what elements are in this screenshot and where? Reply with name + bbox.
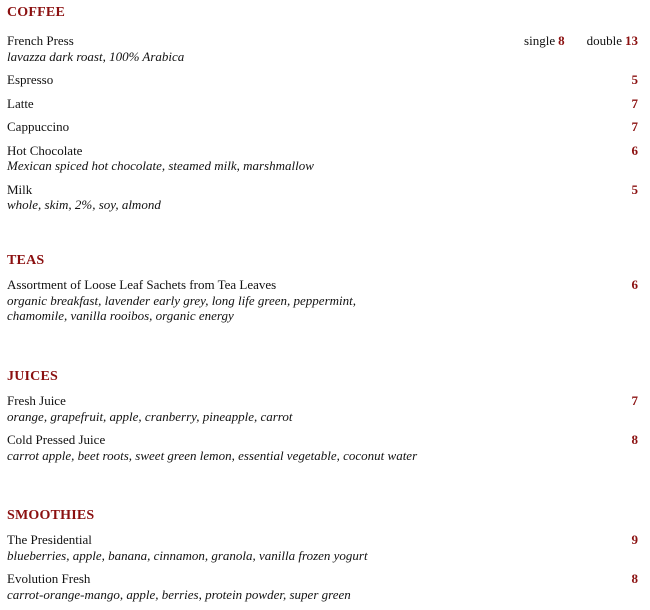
item-name: Hot Chocolate [7, 142, 83, 158]
section-heading: SMOOTHIES [7, 508, 95, 523]
section-coffee [7, 5, 638, 213]
item-description: carrot-orange-mango, apple, berries, protein powder, super green [7, 586, 351, 602]
item-description: orange, grapefruit, apple, cranberry, pineapple, carrot [7, 408, 293, 424]
menu-item-latte [7, 96, 638, 112]
item-name: Cold Pressed Juice [7, 432, 106, 447]
section-heading: JUICES [7, 369, 58, 384]
item-name: Fresh Juice [7, 393, 66, 408]
price-label-single: single [524, 33, 556, 48]
item-price-options [524, 33, 638, 49]
menu-item-hot-chocolate [7, 143, 638, 174]
item-name: Evolution Fresh [7, 571, 91, 586]
menu-item-cold-pressed-juice [7, 432, 638, 463]
menu-item-evolution-fresh [7, 571, 638, 602]
item-name: French Press [7, 33, 74, 48]
item-name: The Presidential [7, 532, 92, 547]
item-description: organic breakfast, lavender early grey, long life green, peppermint, [7, 292, 356, 308]
item-price: 7 [631, 95, 638, 111]
item-name: Latte [7, 95, 34, 111]
item-name: Espresso [7, 72, 54, 87]
item-price: 8 [631, 571, 638, 586]
section-juices [7, 369, 638, 463]
item-description: blueberries, apple, banana, cinnamon, granola, vanilla frozen yogurt [7, 547, 368, 563]
item-description: whole, skim, 2%, soy, almond [7, 197, 161, 212]
item-price: 5 [631, 72, 638, 87]
item-price: 8 [631, 432, 638, 447]
item-price: 5 [631, 181, 638, 197]
menu-item-cappuccino [7, 119, 638, 135]
item-description: Mexican spiced hot chocolate, steamed milk, marshmallow [7, 158, 314, 173]
section-heading: COFFEE [7, 5, 65, 20]
item-price: 7 [631, 119, 638, 134]
item-description: carrot apple, beet roots, sweet green lemon, essential vegetable, coconut water [7, 447, 418, 463]
price-double: 13 [625, 33, 638, 48]
item-price: 7 [631, 393, 638, 408]
item-description-continued: chamomile, vanilla rooibos, organic energy [7, 308, 234, 323]
menu-item-the-presidential [7, 532, 638, 563]
item-price: 9 [631, 532, 638, 547]
section-heading: TEAS [7, 253, 45, 268]
item-name: Milk [7, 181, 33, 197]
section-smoothies [7, 508, 638, 602]
price-label-double: double [586, 33, 622, 48]
menu-item-espresso [7, 72, 638, 88]
item-description: lavazza dark roast, 100% Arabica [7, 48, 185, 64]
menu-item-french-press [7, 33, 638, 64]
item-price: 6 [631, 142, 638, 158]
item-name: Cappuccino [7, 119, 70, 134]
section-teas [7, 253, 638, 324]
item-name: Assortment of Loose Leaf Sachets from Tea Leaves [7, 277, 277, 292]
item-price: 6 [631, 277, 638, 292]
menu-item-milk [7, 182, 638, 213]
price-single: 8 [558, 33, 565, 48]
menu-item-loose-leaf-sachets [7, 277, 638, 324]
menu-item-fresh-juice [7, 393, 638, 424]
